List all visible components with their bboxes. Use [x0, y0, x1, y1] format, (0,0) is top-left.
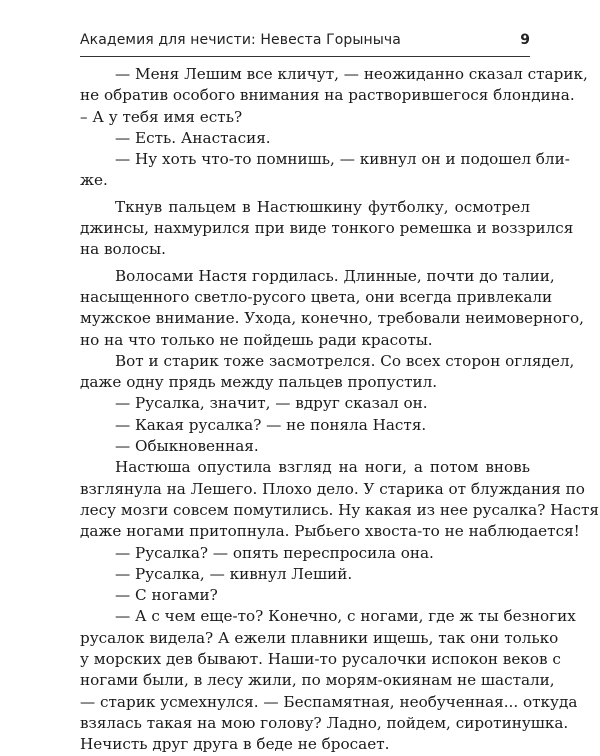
text-line: даже ногами притопнула. Рыбьего хвоста-то не наблюдается! — [80, 522, 580, 541]
text-line: — Ну хоть что-то помнишь, — кивнул он и подошел бли- — [115, 150, 570, 169]
text-line: взялась такая на мою голову? Ладно, пойдем, сиротинушка. — [80, 713, 569, 732]
text-line: — А с чем еще-то? Конечно, с ногами, где ж ты безногих — [115, 607, 576, 626]
text-line: же. — [80, 171, 108, 190]
text-line: Вот и старик тоже засмотрелся. Со всех сторон оглядел, — [115, 351, 575, 370]
text-line: Волосами Настя гордилась. Длинные, почти до талии, — [115, 266, 555, 285]
text-line: — С ногами? — [115, 586, 218, 605]
text-line: — Какая русалка? — не поняла Настя. — [115, 415, 427, 434]
text-line: лесу мозги совсем помутились. Ну какая из нее русалка? Настя — [80, 500, 599, 519]
text-line: русалок видела? А ежели плавники ищешь, так они только — [80, 628, 559, 647]
header-rule — [80, 56, 530, 57]
text-line: — Русалка, — кивнул Леший. — [115, 564, 353, 583]
text-line: мужское внимание. Ухода, конечно, требовали неимоверного, — [80, 309, 584, 328]
text-line: но на что только не пойдешь ради красоты. — [80, 330, 433, 349]
text-line: — Русалка, значит, — вдруг сказал он. — [115, 394, 428, 413]
text-line: — Меня Лешим все кличут, — неожиданно сказал старик, — [115, 65, 588, 83]
body-text — [80, 64, 599, 756]
text-line: Ткнув пальцем в Настюшкину футболку, осмотрел — [115, 197, 530, 216]
text-line: не обратив особого внимания на растворившегося блондина. — [80, 86, 575, 105]
text-line: джинсы, нахмурился при виде тонкого ремешка и воззрился — [80, 219, 574, 238]
page-number: 9 — [520, 32, 530, 48]
text-line: — Русалка? — опять переспросила она. — [115, 543, 434, 562]
running-title: Академия для нечисти: Невеста Горыныча — [80, 32, 401, 48]
text-line: — старик усмехнулся. — Беспамятная, необученная... откуда — [80, 692, 578, 711]
text-line: — Есть. Анастасия. — [115, 128, 271, 147]
running-header — [80, 32, 530, 56]
text-line: Настюша опустила взгляд на ноги, а потом вновь — [115, 458, 530, 477]
text-line: – А у тебя имя есть? — [80, 107, 243, 126]
text-line: — Обыкновенная. — [115, 437, 259, 456]
text-line: даже одну прядь между пальцев пропустил. — [80, 373, 438, 392]
text-line: у морских дев бывают. Наши-то русалочки испокон веков с — [80, 650, 561, 669]
text-line: насыщенного светло-русого цвета, они всегда привлекали — [80, 287, 553, 306]
text-line: взглянула на Лешего. Плохо дело. У старика от блуждания по — [80, 479, 585, 498]
text-line: Нечисть друг друга в беде не бросает. — [80, 735, 390, 754]
text-line: на волосы. — [80, 240, 166, 259]
text-line: ногами были, в лесу жили, по морям-окиянам не шастали, — [80, 671, 555, 690]
